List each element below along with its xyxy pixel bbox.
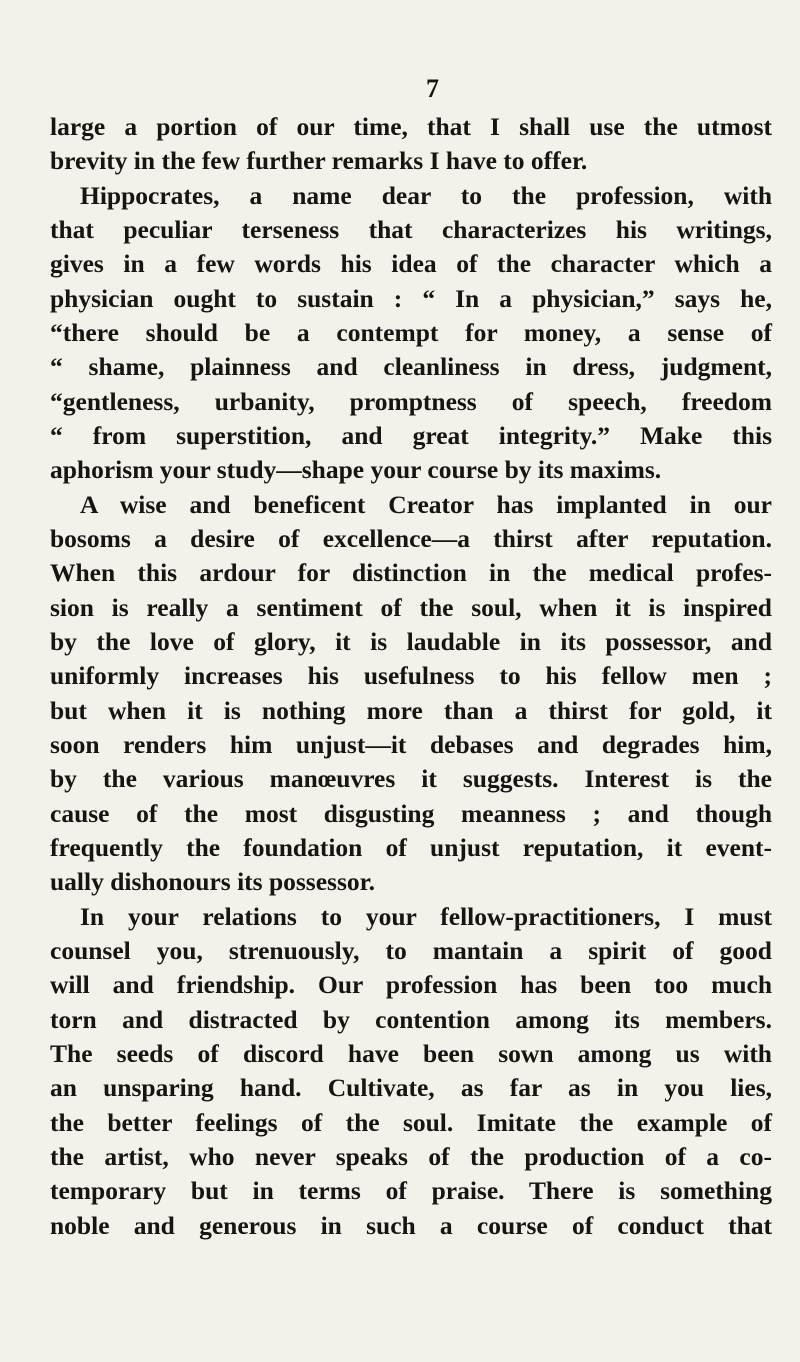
text-line: sion is really a sentiment of the soul, when it is inspired xyxy=(50,592,772,622)
text-line: “there should be a contempt for money, a sense of xyxy=(50,317,772,347)
text-line: by the various manœuvres it suggests. Interest is the xyxy=(50,764,772,794)
text-line: soon renders him unjust—it debases and degrades him, xyxy=(50,729,772,759)
text-line: “ shame, plainness and cleanliness in dress, judgment, xyxy=(50,352,772,382)
text-line: by the love of glory, it is laudable in its possessor, and xyxy=(50,626,772,656)
text-line: temporary but in terms of praise. There is something xyxy=(50,1176,772,1206)
text-line: frequently the foundation of unjust reputation, it event- xyxy=(50,832,772,862)
text-line: When this ardour for distinction in the medical profes- xyxy=(50,558,772,588)
text-line: In your relations to your fellow-practitioners, I must xyxy=(80,901,772,931)
text-line: physician ought to sustain : “ In a physician,” says he, xyxy=(50,283,772,313)
text-line: gives in a few words his idea of the character which a xyxy=(50,249,772,279)
text-line: A wise and beneficent Creator has implanted in our xyxy=(80,489,772,519)
text-line: bosoms a desire of excellence—a thirst after reputation. xyxy=(50,523,772,553)
text-line: but when it is nothing more than a thirst for gold, it xyxy=(50,695,772,725)
text-line: “gentleness, urbanity, promptness of speech, freedom xyxy=(50,386,772,416)
text-line: Hippocrates, a name dear to the profession, with xyxy=(80,180,772,210)
text-line: noble and generous in such a course of conduct that xyxy=(50,1210,772,1240)
text-line: The seeds of discord have been sown among us with xyxy=(50,1038,772,1068)
text-line: counsel you, strenuously, to mantain a spirit of good xyxy=(50,935,772,965)
text-line: an unsparing hand. Cultivate, as far as in you lies, xyxy=(50,1073,772,1103)
page-number: 7 xyxy=(426,74,439,103)
body-text xyxy=(50,110,772,1243)
text-line: will and friendship. Our profession has been too much xyxy=(50,970,772,1000)
text-line: “ from superstition, and great integrity.” Make this xyxy=(50,420,772,450)
text-line: torn and distracted by contention among its members. xyxy=(50,1004,772,1034)
text-line: the better feelings of the soul. Imitate the example of xyxy=(50,1107,772,1137)
text-line: ually dishonours its possessor. xyxy=(50,867,376,897)
text-line: that peculiar terseness that characterizes his writings, xyxy=(50,214,772,244)
text-line: brevity in the few further remarks I have to offer. xyxy=(50,146,588,176)
text-line: cause of the most disgusting meanness ; and though xyxy=(50,798,772,828)
text-line: uniformly increases his usefulness to his fellow men ; xyxy=(50,661,772,691)
text-line: large a portion of our time, that I shall use the utmost xyxy=(50,112,772,141)
text-line: aphorism your study—shape your course by its maxims. xyxy=(50,455,662,485)
text-line: the artist, who never speaks of the production of a co- xyxy=(50,1141,772,1171)
